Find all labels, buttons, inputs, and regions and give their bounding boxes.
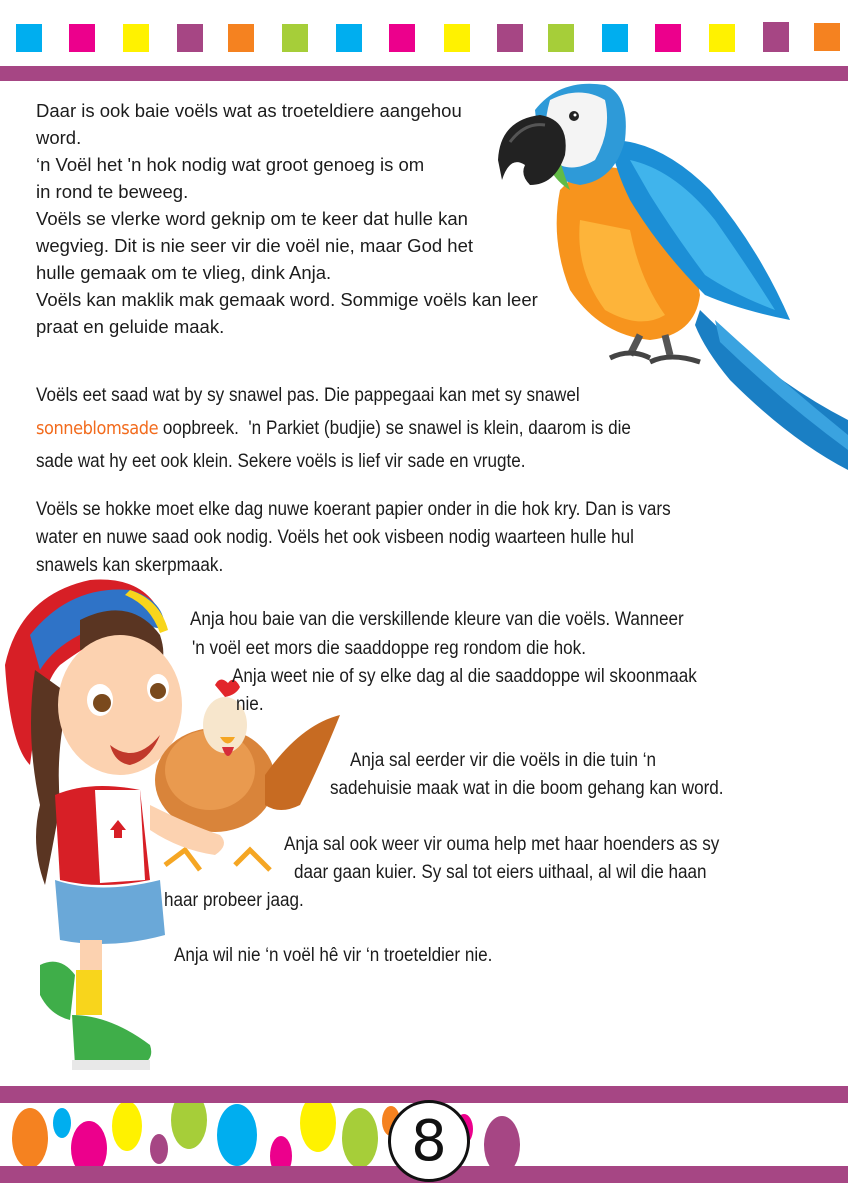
color-square bbox=[336, 24, 362, 52]
text-line: 'n voël eet mors die saaddoppe reg rondom die hok. bbox=[192, 638, 586, 659]
color-square bbox=[177, 24, 203, 52]
paragraph-3 bbox=[36, 496, 671, 580]
color-square bbox=[763, 22, 789, 52]
text-line: sade wat hy eet ook klein. Sekere voëls is lief vir sade en vrugte. bbox=[36, 451, 526, 472]
text-line: daar gaan kuier. Sy sal tot eiers uithaal, al wil die haan bbox=[294, 862, 707, 883]
color-square bbox=[548, 24, 574, 52]
color-square bbox=[16, 24, 42, 52]
text-line: hulle gemaak om te vlieg, dink Anja. bbox=[36, 262, 332, 283]
header-color-squares bbox=[0, 24, 848, 52]
text-segment: oopbreek. 'n Parkiet (budjie) se snawel is klein, daarom is die bbox=[158, 418, 631, 439]
text-line: Anja sal eerder vir die voëls in die tuin ‘n bbox=[350, 750, 657, 771]
text-line: haar probeer jaag. bbox=[164, 890, 304, 911]
text-line: wegvieg. Dit is nie seer vir die voël nie, maar God het bbox=[36, 235, 474, 256]
color-square bbox=[282, 24, 308, 52]
text-line: ‘n Voël het 'n hok nodig wat groot genoeg is om bbox=[36, 154, 425, 175]
color-square bbox=[709, 24, 735, 52]
text-line: Anja sal ook weer vir ouma help met haar hoenders as sy bbox=[284, 834, 720, 855]
text-line: Anja weet nie of sy elke dag al die saaddoppe wil skoonmaak bbox=[232, 666, 697, 687]
text-line: Voëls se hokke moet elke dag nuwe koerant papier onder in die hok kry. Dan is vars bbox=[36, 499, 671, 520]
paragraph-1 bbox=[36, 97, 538, 340]
text-line: Voëls eet saad wat by sy snawel pas. Die pappegaai kan met sy snawel bbox=[36, 385, 580, 406]
color-square bbox=[444, 24, 470, 52]
text-line: Daar is ook baie voëls wat as troeteldiere aangehou bbox=[36, 100, 462, 121]
text-line: Anja hou baie van die verskillende kleure van die voëls. Wanneer bbox=[190, 609, 684, 630]
text-line: praat en geluide maak. bbox=[36, 316, 225, 337]
paragraph-2 bbox=[36, 379, 631, 478]
text-line bbox=[36, 412, 631, 445]
text-line: in rond te beweeg. bbox=[36, 181, 189, 202]
color-square bbox=[228, 24, 254, 52]
highlighted-word: sonneblomsade bbox=[36, 418, 159, 439]
color-square bbox=[389, 24, 415, 52]
color-square bbox=[602, 24, 628, 52]
dot bbox=[112, 1101, 142, 1151]
color-square bbox=[655, 24, 681, 52]
text-line: water en nuwe saad ook nodig. Voëls het ook visbeen nodig waarteen hulle hul bbox=[36, 527, 634, 548]
dot bbox=[53, 1108, 71, 1138]
page-number: 8 bbox=[388, 1100, 470, 1182]
text-line: sadehuisie maak wat in die boom gehang kan word. bbox=[330, 778, 724, 799]
dot bbox=[342, 1108, 378, 1168]
dot bbox=[150, 1134, 168, 1164]
text-line: Voëls kan maklik mak gemaak word. Sommige voëls kan leer bbox=[36, 289, 538, 310]
dot bbox=[217, 1104, 257, 1166]
text-line: Anja wil nie ‘n voël hê vir ‘n troeteldier nie. bbox=[174, 945, 493, 966]
color-square bbox=[69, 24, 95, 52]
color-square bbox=[814, 23, 840, 51]
header-bar bbox=[0, 66, 848, 81]
text-line: nie. bbox=[236, 694, 264, 715]
color-square bbox=[497, 24, 523, 52]
text-line: snawels kan skerpmaak. bbox=[36, 555, 224, 576]
text-line: Voëls se vlerke word geknip om te keer dat hulle kan bbox=[36, 208, 468, 229]
text-line: word. bbox=[36, 127, 82, 148]
dot bbox=[12, 1108, 48, 1168]
color-square bbox=[123, 24, 149, 52]
